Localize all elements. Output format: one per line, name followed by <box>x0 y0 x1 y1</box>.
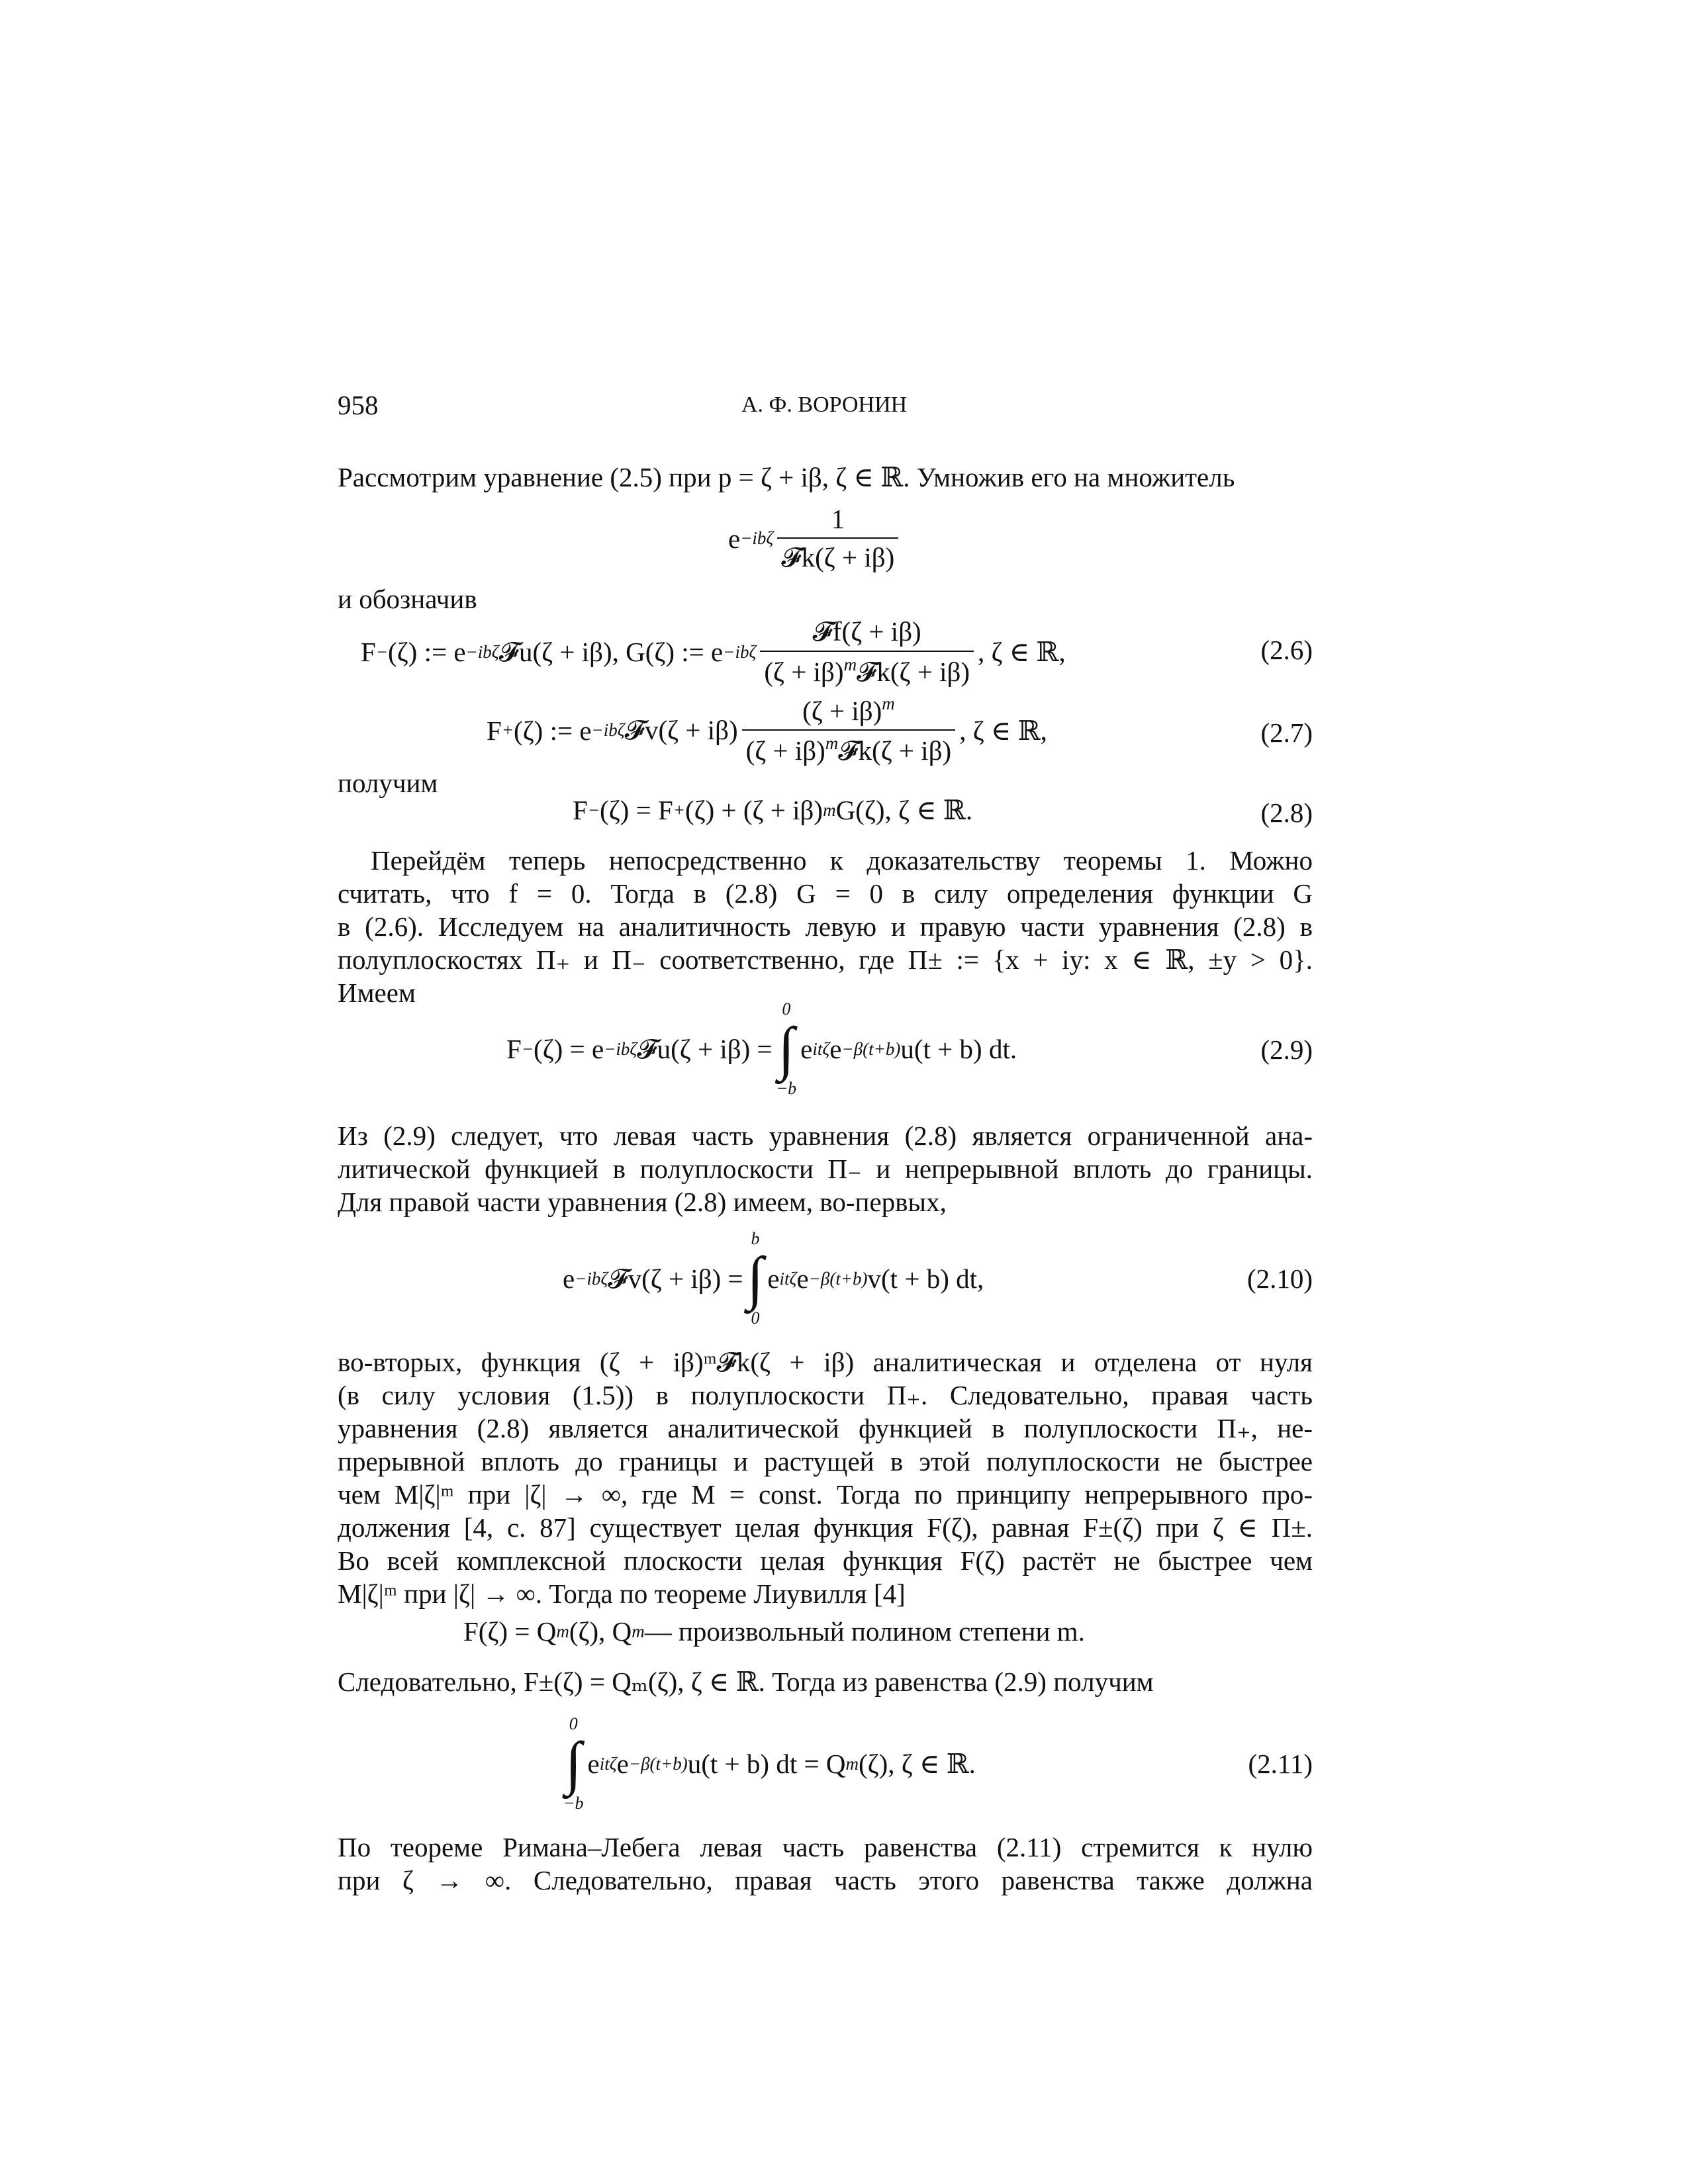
running-head-author: А. Ф. ВОРОНИН <box>741 392 908 417</box>
math-subscript: m <box>556 1621 569 1641</box>
math-text: (ζ) := e <box>388 637 466 667</box>
text-line: Перейдём теперь непосредственно к доказательству теоремы 1. Можно <box>371 845 1313 876</box>
text-line: По теореме Римана–Лебега левая часть равенства (2.11) стремится к нулю <box>338 1832 1313 1862</box>
math-text: e <box>587 1749 600 1779</box>
math-superscript: − <box>521 1038 534 1059</box>
math-text: e <box>829 1034 842 1064</box>
text-line: прерывной вплоть до границы и растущей в этой полуплоскости не быстрее <box>338 1446 1313 1477</box>
math-text: e <box>767 1263 780 1294</box>
page-number: 958 <box>338 390 379 420</box>
fraction-numerator <box>827 503 849 537</box>
math-superscript: itζ <box>779 1268 797 1289</box>
equation-number-2-6: (2.6) <box>1260 635 1313 665</box>
equation-number-2-10: (2.10) <box>1246 1263 1313 1294</box>
math-text: , ζ ∈ ℝ, <box>959 715 1047 746</box>
math-text: (ζ) := e <box>514 715 592 746</box>
math-superscript: −ibζ <box>465 641 499 662</box>
math-text: 𝓕k(ζ + iβ) <box>857 657 970 687</box>
equation-number-2-7: (2.7) <box>1260 717 1313 748</box>
integral-sign: ∫ <box>778 1016 795 1081</box>
math-text: 𝓕k(ζ + iβ) <box>838 735 952 766</box>
math-text: 𝓕u(ζ + iβ), G(ζ) := e <box>498 636 724 667</box>
math-text: 𝓕f(ζ + iβ) <box>812 616 921 647</box>
fraction-denominator <box>777 537 898 574</box>
math-superscript: −ibζ <box>604 1038 637 1059</box>
math-text: (ζ), ζ ∈ ℝ. <box>858 1749 976 1779</box>
text-line: Имеем <box>338 978 416 1008</box>
math-text: u(t + b) dt = Q <box>687 1749 846 1779</box>
math-text: 1 <box>831 504 845 534</box>
math-text: G(ζ), ζ ∈ ℝ. <box>835 795 973 825</box>
formula-liouville <box>463 1615 1085 1647</box>
text-line: Для правой части уравнения (2.8) имеем, во-первых, <box>338 1187 947 1217</box>
math-text: 𝓕k(ζ + iβ) <box>781 542 895 572</box>
math-superscript: − <box>375 641 389 662</box>
math-fraction <box>760 615 974 688</box>
math-superscript: m <box>882 694 895 713</box>
math-text: (ζ), Q <box>569 1616 632 1647</box>
text-line: полуплоскостях Π₊ и Π₋ соответственно, где Π± := {x + iy: x ∈ ℝ, ±y > 0}. <box>338 944 1313 975</box>
math-text: 𝓕u(ζ + iβ) = <box>637 1033 773 1064</box>
formula-2-7 <box>487 694 1047 767</box>
text-line: в (2.6). Исследуем на аналитичность левую и правую части уравнения (2.8) в <box>338 911 1313 942</box>
text-line: получим <box>338 768 438 798</box>
equation-number-2-9: (2.9) <box>1260 1034 1313 1065</box>
math-text: F <box>487 715 502 746</box>
text-line: считать, что f = 0. Тогда в (2.8) G = 0 в силу определения функции G <box>338 878 1313 909</box>
formula-multiplier <box>728 503 902 574</box>
formula-2-6 <box>361 615 1066 688</box>
fraction-denominator <box>760 651 974 688</box>
integral-sign: ∫ <box>747 1246 764 1311</box>
math-text: e <box>728 523 741 554</box>
math-text: F(ζ) = Q <box>463 1616 557 1647</box>
math-text: , ζ ∈ ℝ, <box>977 637 1066 667</box>
formula-2-10 <box>563 1229 984 1328</box>
fraction-numerator <box>809 615 925 651</box>
math-superscript: −ibζ <box>591 720 625 740</box>
math-text: F <box>573 795 588 825</box>
text-line: Во всей комплексной плоскости целая функция F(ζ) растёт не быстрее чем <box>338 1545 1313 1576</box>
math-integral <box>563 1714 584 1813</box>
text-line: Рассмотрим уравнение (2.5) при p = ζ + iβ, ζ ∈ ℝ. Умножив его на множитель <box>338 462 1235 492</box>
math-superscript: + <box>501 720 514 740</box>
math-superscript: −β(t+b) <box>808 1268 868 1289</box>
math-superscript: − <box>587 799 600 820</box>
math-superscript: −ibζ <box>723 641 757 662</box>
math-superscript: itζ <box>599 1753 617 1774</box>
math-superscript: −ibζ <box>740 528 774 548</box>
equation-number-2-11: (2.11) <box>1248 1749 1313 1779</box>
text-line: во-вторых, функция (ζ + iβ)ᵐ𝓕k(ζ + iβ) аналитическая и отделена от нуля <box>338 1347 1313 1377</box>
integral-lower-limit: −b <box>776 1079 797 1098</box>
formula-2-11 <box>559 1714 976 1813</box>
math-text: (ζ) + (ζ + iβ) <box>685 795 823 825</box>
text-line: чем M|ζ|ᵐ при |ζ| → ∞, где M = const. Тогда по принципу непрерывного про- <box>338 1479 1313 1510</box>
fraction-numerator <box>798 694 899 729</box>
math-subscript: m <box>632 1621 645 1641</box>
formula-2-8 <box>573 794 972 826</box>
math-fraction <box>777 503 898 574</box>
formula-2-9 <box>506 999 1017 1099</box>
integral-sign: ∫ <box>565 1731 582 1796</box>
math-superscript: + <box>673 799 685 820</box>
integral-upper-limit: 0 <box>782 999 791 1019</box>
math-fraction <box>742 694 956 767</box>
math-superscript: itζ <box>812 1038 830 1059</box>
math-text: (ζ + iβ) <box>764 657 844 687</box>
math-text: (ζ) = e <box>534 1034 604 1064</box>
math-superscript: −β(t+b) <box>841 1038 901 1059</box>
math-subscript: m <box>845 1753 859 1774</box>
math-integral <box>776 999 797 1099</box>
math-text: (ζ + iβ) <box>745 735 825 766</box>
math-text: — произвольный полином степени m. <box>644 1616 1085 1647</box>
math-superscript: m <box>825 733 839 753</box>
equation-number-2-8: (2.8) <box>1260 797 1313 828</box>
math-text: (ζ + iβ) <box>802 696 882 726</box>
text-line: (в силу условия (1.5)) в полуплоскости Π₊. Следовательно, правая часть <box>338 1380 1313 1410</box>
math-text: v(t + b) dt, <box>867 1263 984 1294</box>
text-line: при ζ → ∞. Следовательно, правая часть этого равенства также должна <box>338 1865 1313 1895</box>
math-text: e <box>563 1263 575 1294</box>
math-superscript: m <box>843 655 857 674</box>
math-text: e <box>616 1749 629 1779</box>
math-text: (ζ) = F <box>600 795 673 825</box>
text-line: литической функцией в полуплоскости Π₋ и непрерывной вплоть до границы. <box>338 1154 1313 1184</box>
math-text: u(t + b) dt. <box>900 1034 1017 1064</box>
text-line: должения [4, с. 87] существует целая функция F(ζ), равная F±(ζ) при ζ ∈ Π±. <box>338 1512 1313 1543</box>
math-text: 𝓕v(ζ + iβ) = <box>608 1263 743 1294</box>
text-line: уравнения (2.8) является аналитической функцией в полуплоскости Π₊, не- <box>338 1413 1313 1443</box>
math-text: e <box>796 1263 809 1294</box>
math-superscript: −β(t+b) <box>628 1753 688 1774</box>
text-line: M|ζ|ᵐ при |ζ| → ∞. Тогда по теореме Лиувилля [4] <box>338 1578 906 1609</box>
math-text: F <box>506 1034 522 1064</box>
integral-upper-limit: b <box>751 1229 760 1248</box>
fraction-denominator <box>742 729 956 767</box>
math-superscript: m <box>823 799 836 820</box>
text-line: и обозначив <box>338 584 477 614</box>
math-text: e <box>800 1034 813 1064</box>
integral-upper-limit: 0 <box>569 1714 578 1733</box>
integral-lower-limit: 0 <box>751 1308 760 1328</box>
text-line: Из (2.9) следует, что левая часть уравнения (2.8) является ограниченной ана- <box>338 1120 1313 1151</box>
math-text: 𝓕v(ζ + iβ) <box>624 715 738 745</box>
math-integral <box>747 1229 764 1328</box>
math-text: F <box>361 637 376 667</box>
text-line: Следовательно, F±(ζ) = Qₘ(ζ), ζ ∈ ℝ. Тогда из равенства (2.9) получим <box>338 1666 1154 1697</box>
math-superscript: −ibζ <box>575 1268 608 1289</box>
integral-lower-limit: −b <box>563 1794 584 1813</box>
